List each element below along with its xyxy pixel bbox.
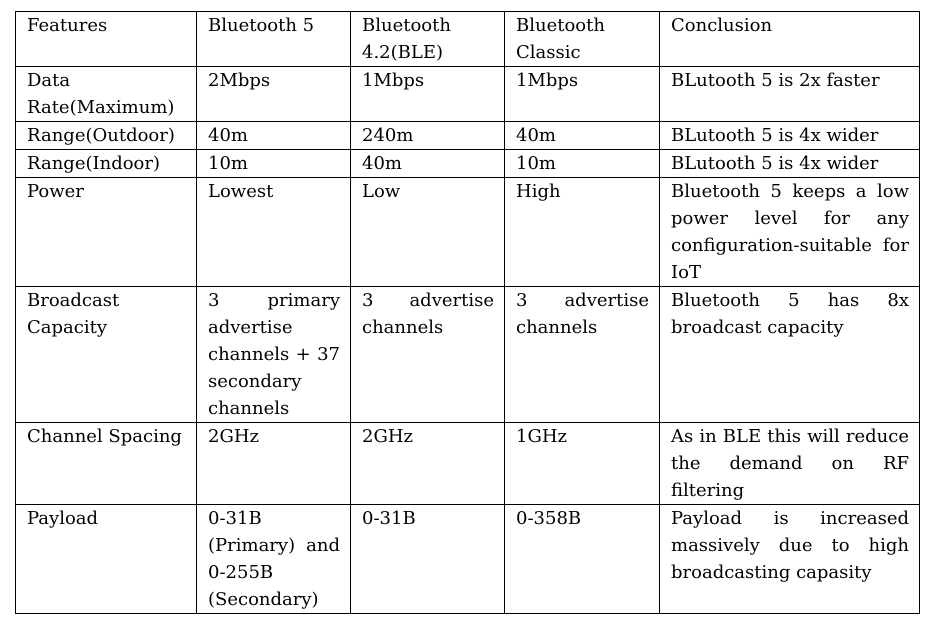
table-row [16, 178, 920, 287]
header-cell-conclusion: Conclusion [660, 12, 920, 67]
conclusion-cell: BLutooth 5 is 4x wider [660, 122, 920, 150]
ble-cell: Low [351, 178, 505, 287]
ble-cell: 3 advertise channels [351, 287, 505, 423]
feature-cell: Power [16, 178, 197, 287]
feature-cell: Channel Spacing [16, 423, 197, 505]
classic-cell: High [505, 178, 660, 287]
table-row [16, 287, 920, 423]
header-cell-bluetooth-5: Bluetooth 5 [197, 12, 351, 67]
table-row [16, 122, 920, 150]
bt5-cell: 2Mbps [197, 67, 351, 122]
table-row [16, 150, 920, 178]
bt5-cell: Lowest [197, 178, 351, 287]
header-cell-bluetooth-classic: Bluetooth Classic [505, 12, 660, 67]
classic-cell: 0-358B [505, 505, 660, 614]
table-row [16, 423, 920, 505]
ble-cell: 2GHz [351, 423, 505, 505]
table-row [16, 505, 920, 614]
feature-cell: Range(Indoor) [16, 150, 197, 178]
feature-cell: Data Rate(Maximum) [16, 67, 197, 122]
header-cell-bluetooth-4-2: Bluetooth 4.2(BLE) [351, 12, 505, 67]
table-row [16, 67, 920, 122]
classic-cell: 10m [505, 150, 660, 178]
bt5-cell: 40m [197, 122, 351, 150]
conclusion-cell: Bluetooth 5 has 8x broadcast capacity [660, 287, 920, 423]
ble-cell: 1Mbps [351, 67, 505, 122]
conclusion-cell: Payload is increased massively due to high broadcasting capasity [660, 505, 920, 614]
classic-cell: 40m [505, 122, 660, 150]
conclusion-cell: BLutooth 5 is 4x wider [660, 150, 920, 178]
feature-cell: Range(Outdoor) [16, 122, 197, 150]
classic-cell: 1Mbps [505, 67, 660, 122]
bt5-cell: 3 primary advertise channels + 37 secondary channels [197, 287, 351, 423]
bt5-cell: 0-31B (Primary) and 0-255B (Secondary) [197, 505, 351, 614]
feature-cell: Payload [16, 505, 197, 614]
classic-cell: 1GHz [505, 423, 660, 505]
conclusion-cell: BLutooth 5 is 2x faster [660, 67, 920, 122]
bt5-cell: 2GHz [197, 423, 351, 505]
header-cell-features: Features [16, 12, 197, 67]
classic-cell: 3 advertise channels [505, 287, 660, 423]
header-row [16, 12, 920, 67]
ble-cell: 40m [351, 150, 505, 178]
ble-cell: 0-31B [351, 505, 505, 614]
feature-cell: Broadcast Capacity [16, 287, 197, 423]
bt5-cell: 10m [197, 150, 351, 178]
comparison-table [15, 11, 920, 614]
ble-cell: 240m [351, 122, 505, 150]
conclusion-cell: As in BLE this will reduce the demand on RF filtering [660, 423, 920, 505]
conclusion-cell: Bluetooth 5 keeps a low power level for any configuration-suitable for IoT [660, 178, 920, 287]
